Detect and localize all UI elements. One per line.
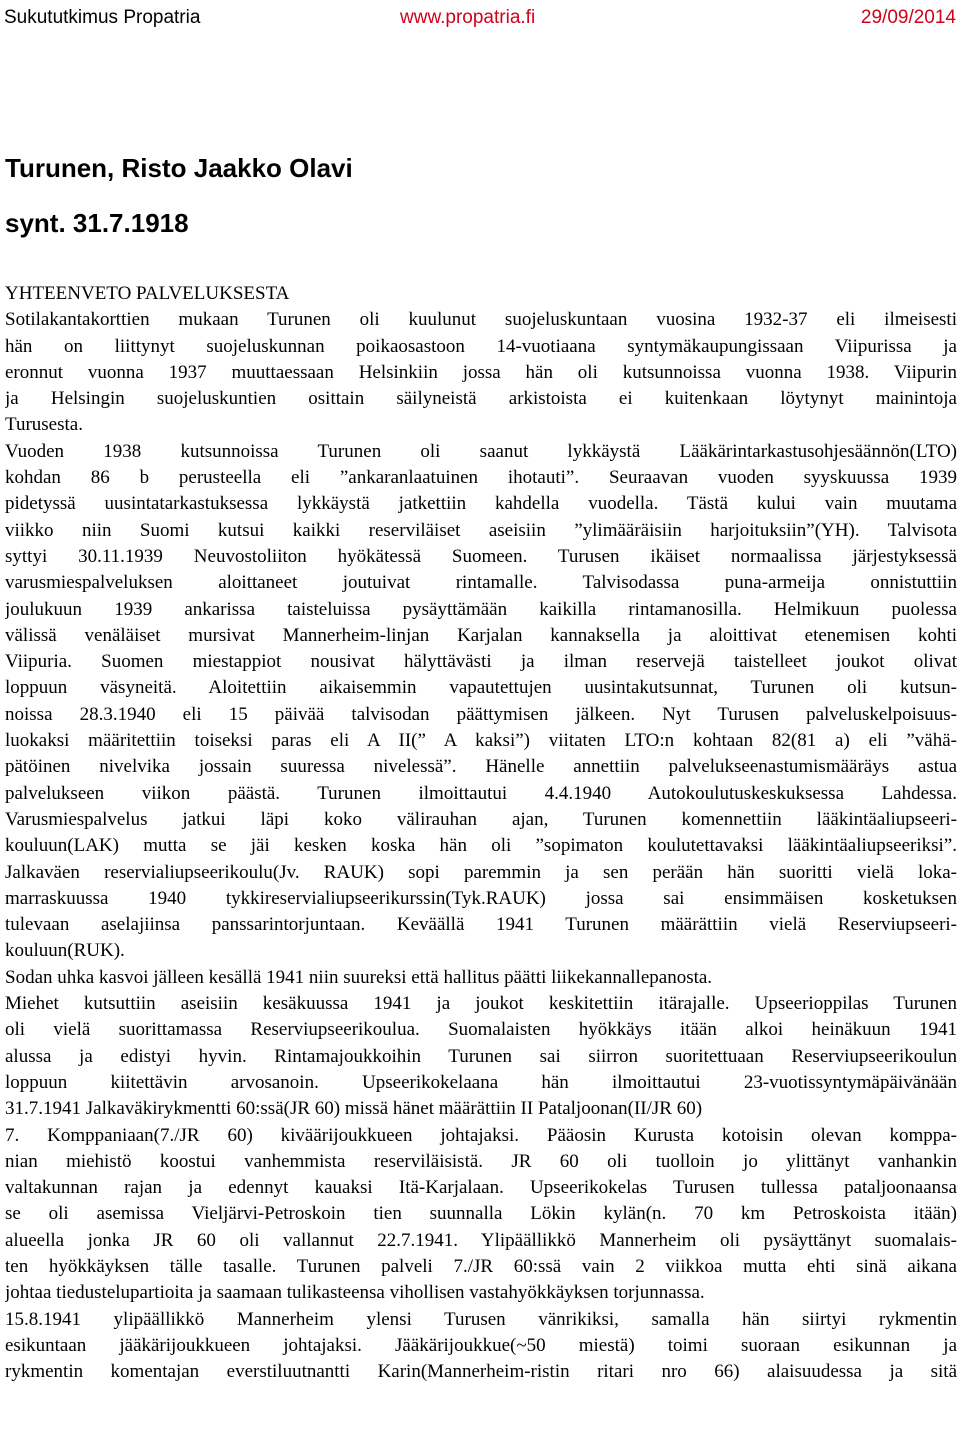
site-url-link[interactable]: www.propatria.fi (400, 7, 536, 28)
text-line: Miehet kutsuttiin aseisiin kesäkuussa 1941 ja joukot keskitettiin itärajalle. Upseerioppilas Turunen (5, 993, 957, 1015)
text-line: eronnut vuonna 1937 muuttaessaan Helsinkiin jossa hän oli kutsunnoissa vuonna 1938. Viipurin (5, 361, 957, 383)
text-line: 7. Komppaniaan(7./JR 60) kiväärijoukkueen johtajaksi. Pääosin Kurusta kotoisin olevan komppa- (5, 1124, 957, 1146)
site-name: Sukututkimus Propatria (4, 7, 201, 28)
text-line: Sodan uhka kasvoi jälleen kesällä 1941 niin suureksi että hallitus päätti liikekannallepanosta. (5, 966, 713, 988)
text-line: ten hyökkäyksen tälle tasalle. Turunen palveli 7./JR 60:ssä vain 2 viikkoa mutta ehti sinä aikana (5, 1255, 957, 1277)
text-line: noissa 28.3.1940 eli 15 päivää talvisodan päättymisen jälkeen. Nyt Turusen palveluskelpoisuus- (5, 703, 957, 725)
text-line: varusmiespalveluksen aloittaneet joutuivat rintamalle. Talvisodassa puna-armeija onnistuttiin (5, 572, 957, 594)
text-line: hän on liittynyt suojeluskunnan poikaosastoon 14-vuotiaana syntymäkaupungissaan Viipurissa ja (5, 335, 957, 357)
birth-date-heading: synt. 31.7.1918 (5, 208, 189, 238)
service-summary-text (5, 281, 957, 1385)
text-line: se oli asemissa Vieljärvi-Petroskoin tien suunnalla Lökin kylän(n. 70 km Petroskoista itään) (5, 1203, 957, 1225)
text-line: Sotilakantakorttien mukaan Turunen oli kuulunut suojeluskuntaan vuosina 1932-37 eli ilmeisesti (5, 309, 957, 331)
text-line: syttyi 30.11.1939 Neuvostoliiton hyökätessä Suomeen. Turusen ikäiset normaalissa järjestyksessä (5, 545, 957, 567)
text-line: alussa ja edistyi hyvin. Rintamajoukkoihin Turunen sai siirron suoritettuaan Reserviupseerikoulun (5, 1045, 957, 1067)
text-line: Viipuria. Suomen miestappiot nousivat hälyttävästi ja ilman reservejä taistelleet joukot olivat (5, 651, 957, 673)
text-line: johtaa tiedustelupartioita ja saamaan tulikasteensa vihollisen vastahyökkäyksen torjunnassa. (5, 1282, 705, 1304)
text-line: pätöinen nivelvika jossain suuressa nivelessä”. Hänelle annettiin palvelukseenastumismääräys astua (5, 756, 957, 778)
text-line: ja Helsingin suojeluskuntien osittain säilyneistä arkistoista ei kuitenkaan löytynyt mainintoja (5, 388, 957, 410)
text-line: joulukuun 1939 ankarissa taisteluissa pysäyttämään kaikilla rintamanosilla. Helmikuun puolessa (5, 598, 957, 620)
text-line: Vuoden 1938 kutsunnoissa Turunen oli saanut lykkäystä Lääkärintarkastusohjesäännön(LTO) (5, 440, 957, 462)
text-line: tulevaan aselajiinsa panssarintorjuntaan. Keväällä 1941 Turunen määrättiin vielä Reserviupseeri- (5, 914, 957, 936)
text-line: Jalkaväen reservialiupseerikoulu(Jv. RAUK) sopi paremmin ja sen perään hän suoritti vielä loka- (5, 861, 957, 883)
text-line: Turusesta. (5, 414, 83, 436)
text-line: marraskuussa 1940 tykkireservialiupseerikurssin(Tyk.RAUK) jossa sai ensimmäisen kosketuksen (5, 887, 957, 909)
text-line: kouluun(LAK) mutta se jäi kesken koska hän oli ”sopimaton koulutettavaksi lääkintäaliupseeriksi”. (5, 835, 957, 857)
text-line: Varusmiespalvelus jatkui läpi koko välirauhan ajan, Turunen komennettiin lääkintäaliupseeri- (5, 808, 957, 830)
text-line: esikuntaan jääkärijoukkueen johtajaksi. Jääkärijoukkue(~50 miestä) toimi suoraan esikunnan ja (5, 1334, 957, 1356)
text-line: 15.8.1941 ylipäällikkö Mannerheim ylensi Turusen vänrikiksi, samalla hän siirtyi rykmentin (5, 1308, 957, 1330)
person-name-heading: Turunen, Risto Jaakko Olavi (5, 153, 353, 183)
text-line: palvelukseen viikon päästä. Turunen ilmoittautui 4.4.1940 Autokoulutuskeskuksessa Lahdessa. (5, 782, 957, 804)
text-line: nian miehistö koostui vanhemmista reserviläisistä. JR 60 oli tuolloin jo ylittänyt vanhankin (5, 1150, 957, 1172)
text-line: valtakunnan rajan ja edennyt kauaksi Itä-Karjalaan. Upseerikokelas Turusen tullessa pataljoonaansa (5, 1177, 957, 1199)
text-line: kouluun(RUK). (5, 940, 125, 962)
text-line: 31.7.1941 Jalkaväkirykmentti 60:ssä(JR 60) missä hänet määrättiin II Pataljoonan(II/JR 60) (5, 1098, 703, 1120)
document-date: 29/09/2014 (860, 7, 956, 28)
text-line: viikko niin Suomi kutsui kaikki reserviläiset aseisiin ”ylimääräisiin harjoituksiin”(YH). Talvisota (5, 519, 957, 541)
text-line: rykmentin komentajan everstiluutnantti Karin(Mannerheim-ristin ritari nro 66) alaisuudessa ja sitä (5, 1361, 957, 1383)
text-line: loppuun väsyneitä. Aloitettiin aikaisemmin vapautettujen uusintakutsunnat, Turunen oli kutsun- (5, 677, 957, 699)
text-line: alueella jonka JR 60 oli vallannut 22.7.1941. Ylipäällikkö Mannerheim oli pysäyttänyt suomalais- (5, 1229, 957, 1251)
text-line: oli vielä suorittamassa Reserviupseerikoulua. Suomalaisten hyökkäys itään alkoi heinäkuun 1941 (5, 1019, 957, 1041)
text-line: pidetyssä uusintatarkastuksessa lykkäystä jatkettiin kahdella vuodella. Tästä kului vain muutama (5, 493, 957, 515)
text-line: YHTEENVETO PALVELUKSESTA (5, 283, 290, 304)
text-line: loppuun kiitettävin arvosanoin. Upseerikokelaana hän ilmoittautui 23-vuotissyntymäpäivänään (5, 1071, 957, 1093)
text-line: välissä venäläiset mursivat Mannerheim-linjan Karjalan kannaksella ja aloittivat etenemisen kohti (5, 624, 957, 646)
text-line: kohdan 86 b perusteella eli ”ankaranlaatuinen ihotauti”. Seuraavan vuoden syyskuussa 1939 (5, 467, 957, 489)
page-header (0, 4, 960, 32)
text-line: luokaksi määritettiin toiseksi paras eli A II(” A kaksi”) viitaten LTO:n kohtaan 82(81 a) eli ”vähä- (5, 730, 957, 752)
